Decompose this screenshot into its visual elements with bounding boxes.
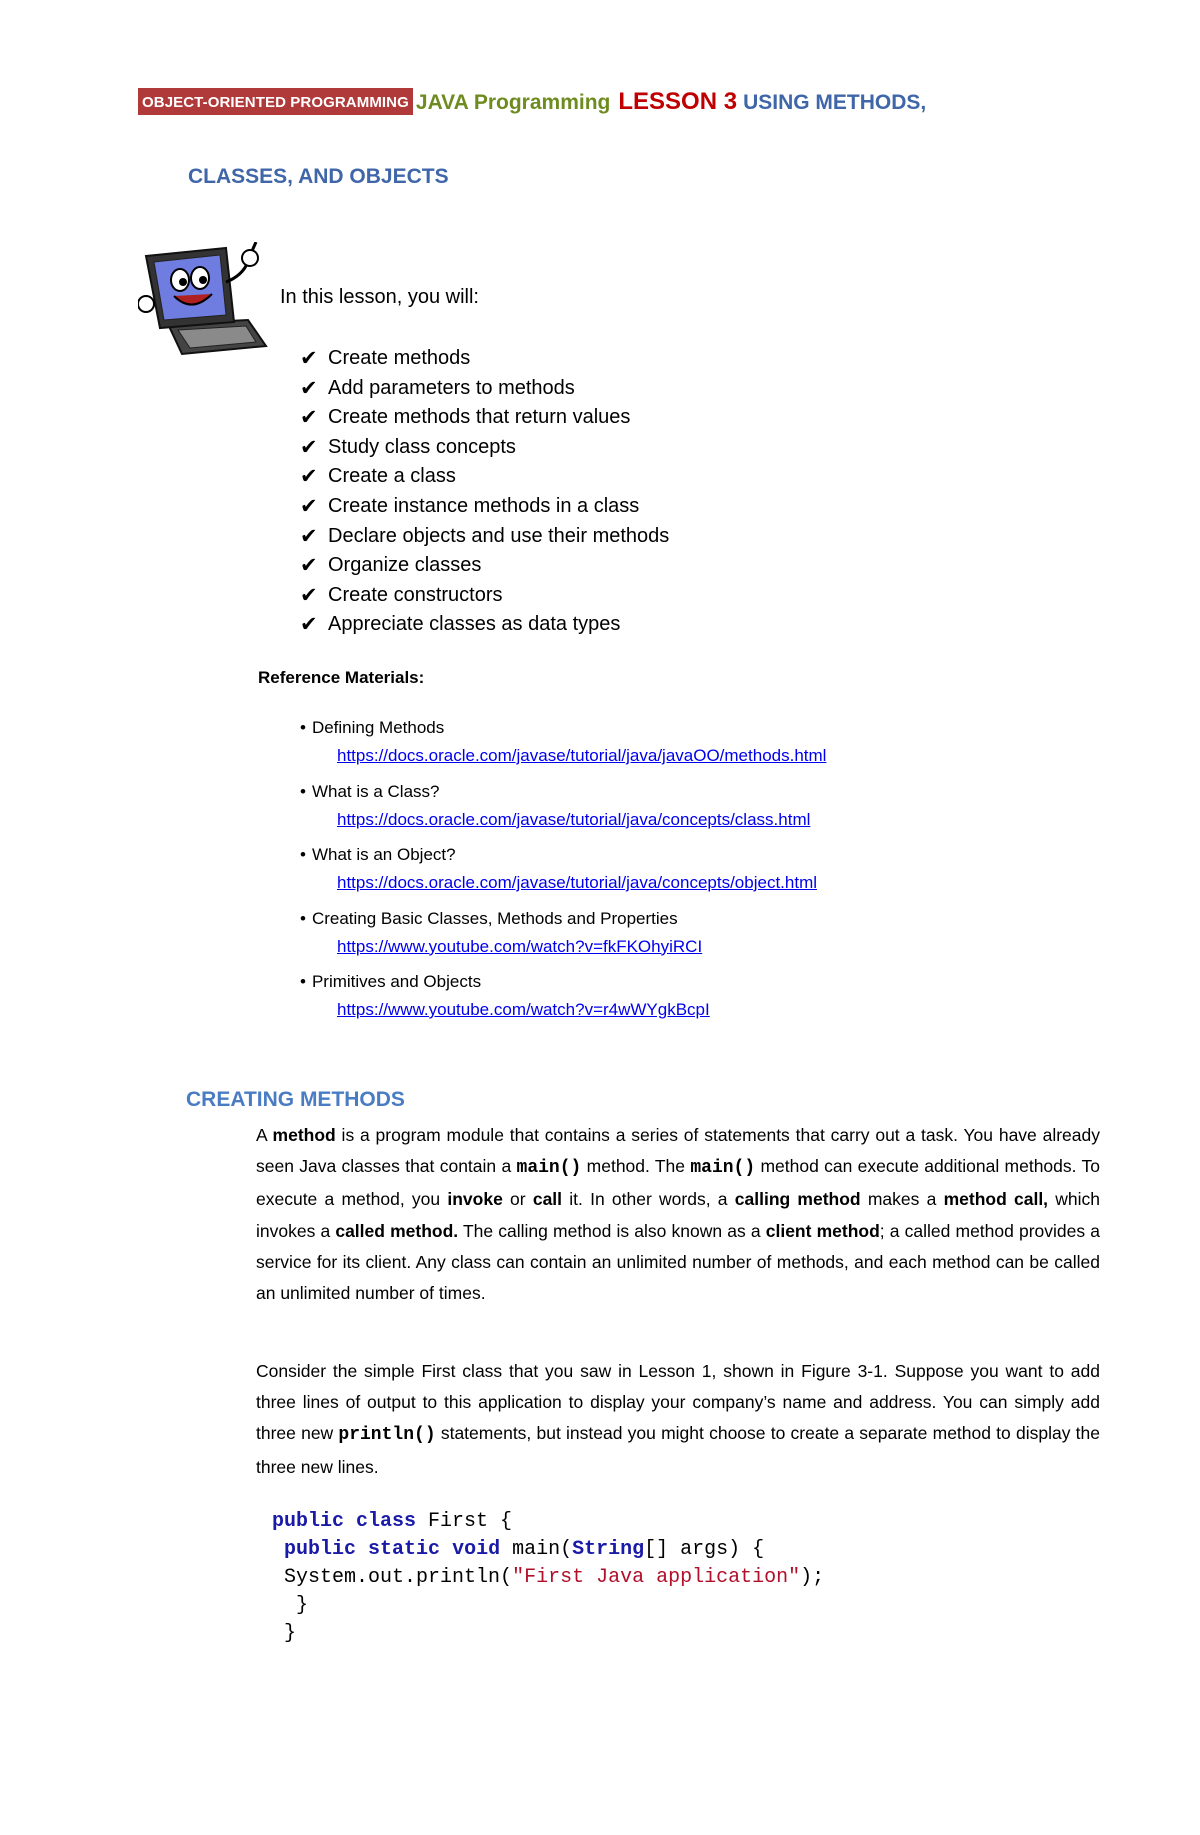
bullet-icon: •	[300, 781, 306, 801]
list-item: ✔ Create methods	[300, 344, 669, 374]
list-item: ✔ Appreciate classes as data types	[300, 610, 669, 640]
checkmark-icon: ✔	[300, 376, 318, 400]
bullet-icon: •	[300, 972, 306, 991]
list-item: ✔ Create methods that return values	[300, 403, 669, 433]
paragraph-first-class: Consider the simple First class that you saw in Lesson 1, shown in Figure 3-1. Suppose you want to add three lines of output to this application to display your company’s name and address. You can simply add three new println() statements, but instead you might choose to create a separate method to display the three new lines.	[256, 1361, 1100, 1477]
reference-item: • Creating Basic Classes, Methods and Properties https://www.youtube.com/watch?v=fkFKOhyiRCI	[300, 907, 826, 971]
reference-item: • Defining Methods https://docs.oracle.com/javase/tutorial/java/javaOO/methods.html	[300, 718, 827, 765]
list-item: ✔ Add parameters to methods	[300, 374, 669, 404]
lesson-topic-line2: CLASSES, AND OBJECTS	[188, 165, 449, 188]
list-item: ✔ Create constructors	[300, 581, 669, 611]
checkmark-icon: ✔	[300, 554, 318, 578]
bullet-icon: •	[300, 718, 306, 737]
reference-link[interactable]: https://docs.oracle.com/javase/tutorial/java/concepts/class.html	[337, 809, 811, 829]
bullet-icon: •	[300, 845, 306, 864]
lesson-topic-line1: USING METHODS,	[743, 91, 927, 114]
checkmark-icon: ✔	[300, 494, 318, 518]
section-heading: CREATING METHODS	[186, 1088, 405, 1111]
list-item: ✔ Organize classes	[300, 551, 669, 581]
list-item: ✔ Create instance methods in a class	[300, 492, 669, 522]
checkmark-icon: ✔	[300, 465, 318, 489]
list-item: ✔ Declare objects and use their methods	[300, 522, 669, 552]
reference-link[interactable]: https://docs.oracle.com/javase/tutorial/java/concepts/object.html	[337, 873, 818, 892]
checkmark-icon: ✔	[300, 613, 318, 637]
bullet-icon: •	[300, 908, 306, 928]
laptop-mascot-icon	[138, 242, 268, 360]
reference-item: • What is a Class? https://docs.oracle.com/javase/tutorial/java/concepts/class.html	[300, 780, 826, 844]
code-sample: public class First { public static void main(String[] args) { System.out.println("First Java application"); } }	[272, 1510, 825, 1645]
list-item: ✔ Create a class	[300, 462, 669, 492]
checkmark-icon: ✔	[300, 347, 318, 370]
checkmark-icon: ✔	[300, 583, 318, 607]
checkmark-icon: ✔	[300, 406, 318, 430]
reference-link[interactable]: https://www.youtube.com/watch?v=r4wWYgkBcpI	[337, 1000, 710, 1019]
lesson-intro: In this lesson, you will:	[280, 286, 479, 308]
reference-link[interactable]: https://docs.oracle.com/javase/tutorial/java/javaOO/methods.html	[337, 746, 827, 765]
course-name: JAVA Programming	[415, 91, 611, 114]
objectives-list	[300, 344, 669, 640]
reference-item: • What is an Object? https://docs.oracle.com/javase/tutorial/java/concepts/object.html	[300, 843, 826, 907]
reference-link[interactable]: https://www.youtube.com/watch?v=fkFKOhyiRCI	[337, 936, 703, 956]
reference-list	[300, 716, 826, 1034]
list-item: ✔ Study class concepts	[300, 433, 669, 463]
checkmark-icon: ✔	[300, 435, 318, 459]
checkmark-icon: ✔	[300, 524, 318, 548]
reference-heading: Reference Materials:	[258, 668, 425, 687]
reference-item: • Primitives and Objects https://www.youtube.com/watch?v=r4wWYgkBcpI	[300, 970, 826, 1034]
lesson-label: LESSON 3	[618, 88, 738, 115]
page-header	[138, 88, 926, 117]
paragraph-methods-intro: A method is a program module that contains a series of statements that carry out a task. You have already seen Java classes that contain a main() method. The main() method can execute additional methods. To execute a method, you invoke or call it. In other words, a calling method makes a method call, which invokes a called method. The calling method is also known as a client method; a called method provides a service for its client. Any class can contain an unlimited number of methods, and each method can be called an unlimited number of times.	[256, 1125, 1101, 1304]
course-badge: OBJECT-ORIENTED PROGRAMMING	[138, 88, 413, 115]
